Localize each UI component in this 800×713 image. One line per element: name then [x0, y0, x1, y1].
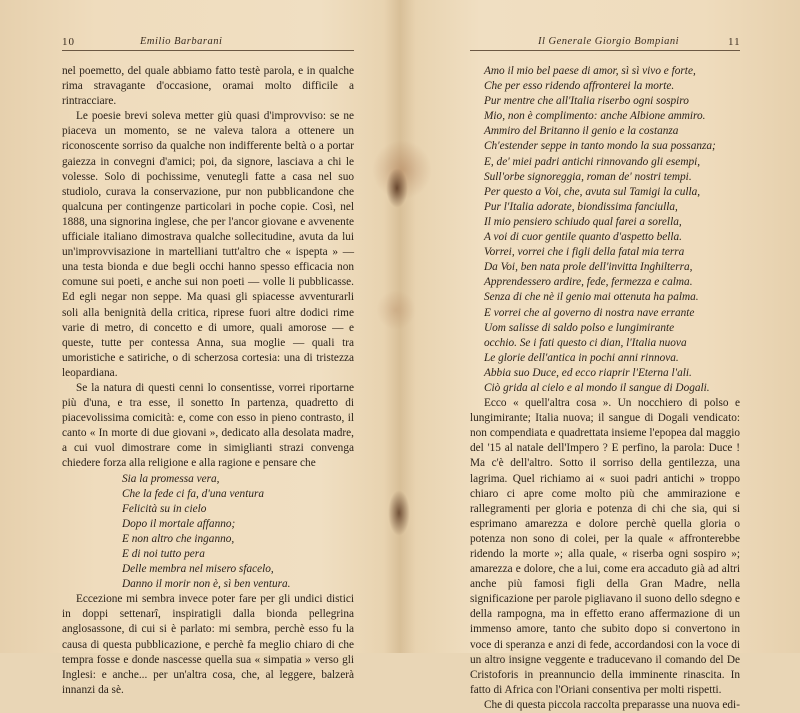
- page-number: 10: [62, 36, 75, 48]
- paragraph: Eccezione mi sembra invece poter fare per gli undici distici in doppi settenarî, inspiratigli dalla bionda pellegrina anglosassone, di cui si è parlato: mi sembra, perchè esso fu la causa di questa pubblicazione, e perchè fa meglio chiaro di che tempra fosse e donde nascesse quella sua « simpatia » verso gli Inglesi: e anche... per un'altra cosa, che, al leggere, balzerà innanzi da sè.: [62, 593, 354, 696]
- verse-line: occhio. Se i fati questo ci dian, l'Italia nuova: [484, 336, 687, 349]
- verse-line: Pur mentre che all'Italia riserbo ogni sospiro: [484, 95, 689, 108]
- verse-line: Che la fede ci fa, d'una ventura: [122, 487, 265, 500]
- verse-line: Che per esso ridendo affronterei la morte.: [484, 80, 675, 93]
- verse-line: Danno il morir non è, sì ben ventura.: [122, 578, 291, 591]
- paragraph: Che di questa piccola raccolta preparasse una nuova edi-: [484, 698, 740, 711]
- poem-distichs: [484, 64, 740, 396]
- verse-line: Abbia suo Duce, ed ecco riaprir l'Eterna l'ali.: [484, 366, 692, 379]
- verse-line: Le glorie dell'antica in pochi anni rinnova.: [484, 351, 679, 364]
- verse-line: Amo il mio bel paese di amor, sì sì vivo e forte,: [484, 65, 696, 77]
- left-page: [0, 0, 400, 696]
- poem-quote: [122, 472, 354, 593]
- verse-line: E di noi tutto pera: [122, 548, 205, 560]
- right-body-text: [470, 64, 740, 713]
- running-head-author: Emilio Barbarani: [140, 36, 223, 47]
- paragraph: nel poemetto, del quale abbiamo fatto testè parola, e in qualche rima stravagante d'occasione, oramai molto difficile a rintracciare.: [62, 65, 354, 108]
- verse-line: E, de' miei padri antichi rinnovando gli esempi,: [484, 155, 701, 168]
- verse-line: Uom salisse di saldo polso e lungimirante: [484, 321, 675, 334]
- verse-line: Da Voi, ben nata prole dell'invitta Inghilterra,: [484, 261, 693, 274]
- verse-line: Ch'estender seppe in tanto mondo la sua possanza;: [484, 140, 716, 153]
- running-head-title: Il Generale Giorgio Bompiani: [538, 36, 680, 47]
- verse-line: Vorrei, vorrei che i figli della fatal mia terra: [484, 246, 685, 259]
- paragraph: Ecco « quell'altra cosa ». Un nocchiero di polso e lungimirante; Italia nuova; il sangue di Dogali vendicato: non compendiata e quadrettata insieme l'epopea dal maggio del '15 al natale dell'Impero ? E perfino, la parola: Duce ! Ma c'è dell'altro. Sotto il sorriso della gentilezza, una lagrima. Quel richiamo ai « suoi padri antichi » troppo chiaro ci apre come molto più che ammirazione e rallegramenti per gloria e potenza di chi che sia, qui si esprimano amarezza e dolore perchè quella gloria o potenza non sono di colei, per la quale « affronterebbe ridendo la morte »; alla quale, « riserba ogni sospiro »; amarezza e dolore, che a lui, come era accaduto già ad altri anche più famosi figli della Gran Madre, nella significazione per parole pigliavano il suono dello sdegno e della rampogna, ma in effetto erano affermazione di un immenso amore, tanto che subito dopo si convertono in voce di speranza e anzi di fede, accordandosi con la voce di un altro insigne veggente e traducevano il comando del De Cristoforis in preannuncio della imminente rinascita. In fatto di Africa con l'Oriani consentiva per molti rispetti.: [470, 397, 740, 696]
- page-number: 11: [728, 36, 741, 48]
- verse-line: Sia la promessa vera,: [122, 472, 220, 485]
- verse-line: Pur l'Italia adorate, biondissima fanciulla,: [484, 200, 678, 213]
- verse-line: A voi di cuor gentile quanto d'aspetto bella.: [484, 231, 682, 244]
- header-rule: [62, 50, 354, 51]
- paragraph: Se la natura di questi cenni lo consentisse, vorrei riportarne più d'una, e tra esse, il sonetto In partenza, quadretto di piacevolissima comicità: e, come con esso in pieno contrasto, il canto « In morte di due giovani », dedicato alla desolata madre, a cui vuol dimostrare come in simiglianti strazi convenga chiedere forza alla religione e alla ragione e pensare che: [62, 381, 354, 470]
- verse-line: Felicità su in cielo: [122, 502, 207, 515]
- verse-line: Sull'orbe signoreggia, roman de' nostri tempi.: [484, 170, 692, 183]
- verse-line: E vorrei che al governo di nostra nave errante: [484, 306, 695, 319]
- verse-line: Senza di che nè il genio mai ottenuta ha palma.: [484, 291, 699, 304]
- verse-line: Ciò grida al cielo e al mondo il sangue di Dogali.: [484, 381, 710, 394]
- verse-line: E non altro che inganno,: [122, 532, 235, 545]
- verse-line: Apprendessero ardire, fede, fermezza e calma.: [484, 276, 693, 289]
- verse-line: Per questo a Voi, che, avuta sul Tamigi la culla,: [484, 185, 701, 198]
- paragraph: Le poesie brevi soleva metter giù quasi d'improvviso: se ne piaceva un momento, se ne valeva talora a ottenere un riconoscente sorriso da qualche non indifferente beltà o a portar gaiezza in convegni d'amici; poi, da signore, lasciava a chi le volesse. Solo di pochissime, venutegli fatte a casa nel suo studiolo, curava la conservazione, pur non pubblicandone che qualcuna per contingenze particolari in poche copie. Così, nel 1888, una signorina inglese, che per l'ancor giovane e avvenente ufficiale italiano dimostrava qualche sollecitudine, avuta da lui un'improvvisazione in martelliani tutt'altro che « ispepta » — una testa bionda e due begli occhi hanno spesso efficacia non comune sui poeti, e anche sui non poeti — volle li pubblicasse. Ed egli negar non seppe. Ma quasi gli spiacesse avventurarli soli alla benignità della critica, riprese fuori altre dodici rime varie di metro, di concetto e di umore, quali amorose — e queste, tutte per contessa Anna, sua moglie — quali tra umoristiche e satiriche, o di scherzosa cortesia: una di tristezza leopardiana.: [62, 110, 354, 379]
- verse-line: Dopo il mortale affanno;: [122, 517, 236, 530]
- verse-line: Mio, non è complimento: anche Albione ammiro.: [484, 110, 706, 123]
- verse-line: Il mio pensiero schiudo qual farei a sorella,: [484, 215, 682, 228]
- verse-line: Delle membra nel misero sfacelo,: [122, 563, 274, 576]
- verse-line: Ammiro del Britanno il genio e la costanza: [484, 125, 679, 138]
- header-rule: [470, 50, 740, 51]
- left-body-text: [62, 64, 354, 698]
